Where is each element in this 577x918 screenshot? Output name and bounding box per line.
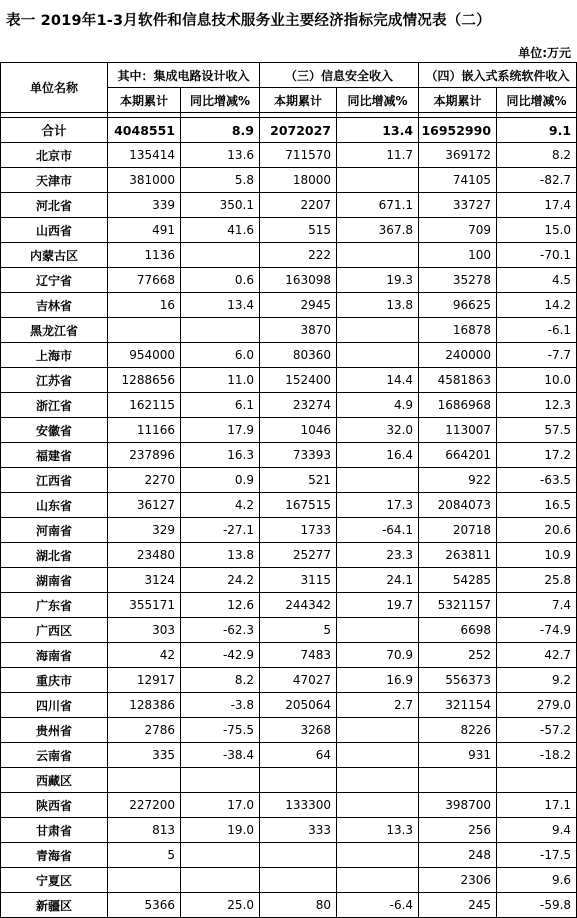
- table-row: [1, 768, 577, 793]
- embedded-cumulative: 556373: [419, 668, 497, 693]
- embedded-yoy: 42.7: [497, 643, 577, 668]
- embedded-yoy: -6.1: [497, 318, 577, 343]
- region-name: 黑龙江省: [1, 318, 108, 343]
- table-body: [1, 113, 577, 918]
- security-yoy: [337, 718, 419, 743]
- security-cumulative: 1733: [260, 518, 337, 543]
- security-yoy: 16.9: [337, 668, 419, 693]
- ic-design-cumulative: 329: [108, 518, 181, 543]
- embedded-yoy: 10.9: [497, 543, 577, 568]
- table-row: [1, 418, 577, 443]
- security-cumulative: 133300: [260, 793, 337, 818]
- ic-design-yoy: 0.6: [181, 268, 260, 293]
- security-cumulative: 5: [260, 618, 337, 643]
- security-cumulative: [260, 843, 337, 868]
- security-yoy: [337, 793, 419, 818]
- embedded-yoy: 16.5: [497, 493, 577, 518]
- table-row: [1, 693, 577, 718]
- ic-design-yoy: -62.3: [181, 618, 260, 643]
- region-name: 北京市: [1, 143, 108, 168]
- embedded-yoy: -63.5: [497, 468, 577, 493]
- region-name: 河南省: [1, 518, 108, 543]
- table-row: [1, 368, 577, 393]
- ic-design-yoy: [181, 868, 260, 893]
- embedded-yoy: 14.2: [497, 293, 577, 318]
- security-cumulative: 23274: [260, 393, 337, 418]
- embedded-cumulative: 74105: [419, 168, 497, 193]
- region-name: 重庆市: [1, 668, 108, 693]
- embedded-cumulative: [419, 768, 497, 793]
- security-yoy: 13.8: [337, 293, 419, 318]
- embedded-yoy: 17.4: [497, 193, 577, 218]
- embedded-cumulative: 709: [419, 218, 497, 243]
- statistics-table: [0, 62, 577, 918]
- region-name: 四川省: [1, 693, 108, 718]
- security-yoy: [337, 618, 419, 643]
- embedded-yoy: 9.1: [497, 118, 577, 143]
- header-embedded-software: （四）嵌入式系统软件收入: [419, 63, 577, 88]
- embedded-yoy: -74.9: [497, 618, 577, 643]
- embedded-cumulative: 263811: [419, 543, 497, 568]
- embedded-cumulative: 5321157: [419, 593, 497, 618]
- ic-design-yoy: [181, 843, 260, 868]
- embedded-yoy: 4.5: [497, 268, 577, 293]
- ic-design-cumulative: 813: [108, 818, 181, 843]
- security-cumulative: 244342: [260, 593, 337, 618]
- security-yoy: 13.3: [337, 818, 419, 843]
- ic-design-cumulative: 77668: [108, 268, 181, 293]
- embedded-cumulative: 54285: [419, 568, 497, 593]
- security-yoy: [337, 868, 419, 893]
- region-name: 福建省: [1, 443, 108, 468]
- region-name: 山西省: [1, 218, 108, 243]
- ic-design-yoy: 0.9: [181, 468, 260, 493]
- security-cumulative: 205064: [260, 693, 337, 718]
- table-row: [1, 718, 577, 743]
- region-name: 吉林省: [1, 293, 108, 318]
- embedded-yoy: 57.5: [497, 418, 577, 443]
- embedded-yoy: -17.5: [497, 843, 577, 868]
- security-yoy: [337, 243, 419, 268]
- ic-design-yoy: 13.8: [181, 543, 260, 568]
- embedded-cumulative: 240000: [419, 343, 497, 368]
- table-row: [1, 293, 577, 318]
- ic-design-yoy: 6.1: [181, 393, 260, 418]
- ic-design-yoy: 41.6: [181, 218, 260, 243]
- ic-design-cumulative: 4048551: [108, 118, 181, 143]
- security-cumulative: 515: [260, 218, 337, 243]
- embedded-yoy: -7.7: [497, 343, 577, 368]
- security-yoy: [337, 843, 419, 868]
- security-cumulative: 2072027: [260, 118, 337, 143]
- security-cumulative: 521: [260, 468, 337, 493]
- embedded-yoy: 25.8: [497, 568, 577, 593]
- embedded-cumulative: 8226: [419, 718, 497, 743]
- ic-design-cumulative: 3124: [108, 568, 181, 593]
- embedded-yoy: 7.4: [497, 593, 577, 618]
- subheader-yoy: 同比增减%: [497, 88, 577, 113]
- security-cumulative: 222: [260, 243, 337, 268]
- security-yoy: 2.7: [337, 693, 419, 718]
- security-yoy: [337, 343, 419, 368]
- embedded-yoy: 17.2: [497, 443, 577, 468]
- ic-design-cumulative: 135414: [108, 143, 181, 168]
- ic-design-yoy: 17.9: [181, 418, 260, 443]
- ic-design-yoy: -38.4: [181, 743, 260, 768]
- embedded-yoy: 15.0: [497, 218, 577, 243]
- security-cumulative: 73393: [260, 443, 337, 468]
- ic-design-yoy: 16.3: [181, 443, 260, 468]
- ic-design-cumulative: 16: [108, 293, 181, 318]
- embedded-cumulative: 248: [419, 843, 497, 868]
- embedded-cumulative: 4581863: [419, 368, 497, 393]
- region-name: 安徽省: [1, 418, 108, 443]
- region-name: 江西省: [1, 468, 108, 493]
- embedded-cumulative: 100: [419, 243, 497, 268]
- security-cumulative: 152400: [260, 368, 337, 393]
- embedded-yoy: 9.2: [497, 668, 577, 693]
- security-cumulative: 25277: [260, 543, 337, 568]
- security-yoy: 11.7: [337, 143, 419, 168]
- table-row: [1, 243, 577, 268]
- security-yoy: 14.4: [337, 368, 419, 393]
- embedded-cumulative: 20718: [419, 518, 497, 543]
- security-yoy: 19.3: [337, 268, 419, 293]
- subheader-yoy: 同比增减%: [181, 88, 260, 113]
- embedded-yoy: 9.4: [497, 818, 577, 843]
- ic-design-yoy: 8.9: [181, 118, 260, 143]
- ic-design-yoy: 350.1: [181, 193, 260, 218]
- security-yoy: [337, 468, 419, 493]
- ic-design-yoy: [181, 318, 260, 343]
- ic-design-cumulative: 237896: [108, 443, 181, 468]
- ic-design-cumulative: 11166: [108, 418, 181, 443]
- embedded-cumulative: 2306: [419, 868, 497, 893]
- ic-design-cumulative: 5366: [108, 893, 181, 918]
- table-row: [1, 493, 577, 518]
- embedded-yoy: -18.2: [497, 743, 577, 768]
- table-row: [1, 218, 577, 243]
- embedded-cumulative: 33727: [419, 193, 497, 218]
- ic-design-yoy: -27.1: [181, 518, 260, 543]
- table-row: [1, 618, 577, 643]
- embedded-yoy: 12.3: [497, 393, 577, 418]
- embedded-cumulative: 113007: [419, 418, 497, 443]
- region-name: 浙江省: [1, 393, 108, 418]
- region-name: 湖南省: [1, 568, 108, 593]
- table-row: [1, 543, 577, 568]
- ic-design-cumulative: 42: [108, 643, 181, 668]
- region-name: 山东省: [1, 493, 108, 518]
- security-cumulative: 2207: [260, 193, 337, 218]
- embedded-cumulative: 664201: [419, 443, 497, 468]
- ic-design-cumulative: 2270: [108, 468, 181, 493]
- table-row: [1, 818, 577, 843]
- security-yoy: 23.3: [337, 543, 419, 568]
- table-row: [1, 468, 577, 493]
- ic-design-yoy: 11.0: [181, 368, 260, 393]
- ic-design-yoy: 12.6: [181, 593, 260, 618]
- ic-design-yoy: 13.6: [181, 143, 260, 168]
- security-yoy: 13.4: [337, 118, 419, 143]
- embedded-yoy: 9.6: [497, 868, 577, 893]
- ic-design-cumulative: [108, 318, 181, 343]
- embedded-yoy: -59.8: [497, 893, 577, 918]
- embedded-yoy: -70.1: [497, 243, 577, 268]
- security-yoy: -64.1: [337, 518, 419, 543]
- security-cumulative: 2945: [260, 293, 337, 318]
- embedded-cumulative: 96625: [419, 293, 497, 318]
- table-row: [1, 743, 577, 768]
- ic-design-yoy: 4.2: [181, 493, 260, 518]
- region-name: 广西区: [1, 618, 108, 643]
- embedded-cumulative: 252: [419, 643, 497, 668]
- table-row: [1, 893, 577, 918]
- subheader-yoy: 同比增减%: [337, 88, 419, 113]
- ic-design-cumulative: 954000: [108, 343, 181, 368]
- embedded-cumulative: 369172: [419, 143, 497, 168]
- ic-design-cumulative: 355171: [108, 593, 181, 618]
- embedded-cumulative: 321154: [419, 693, 497, 718]
- security-cumulative: 80360: [260, 343, 337, 368]
- ic-design-yoy: 13.4: [181, 293, 260, 318]
- embedded-yoy: [497, 768, 577, 793]
- security-cumulative: 711570: [260, 143, 337, 168]
- region-name: 上海市: [1, 343, 108, 368]
- region-name: 云南省: [1, 743, 108, 768]
- embedded-yoy: -82.7: [497, 168, 577, 193]
- region-name: 湖北省: [1, 543, 108, 568]
- ic-design-cumulative: 227200: [108, 793, 181, 818]
- security-yoy: 19.7: [337, 593, 419, 618]
- ic-design-cumulative: 23480: [108, 543, 181, 568]
- ic-design-yoy: 17.0: [181, 793, 260, 818]
- ic-design-yoy: -42.9: [181, 643, 260, 668]
- table-row: [1, 143, 577, 168]
- security-yoy: 4.9: [337, 393, 419, 418]
- embedded-yoy: 8.2: [497, 143, 577, 168]
- security-yoy: 32.0: [337, 418, 419, 443]
- table-row: [1, 593, 577, 618]
- table-row: [1, 518, 577, 543]
- security-yoy: 16.4: [337, 443, 419, 468]
- table-row: [1, 193, 577, 218]
- table-title: 表一 2019年1-3月软件和信息技术服务业主要经济指标完成情况表（二）: [6, 13, 491, 29]
- ic-design-cumulative: 491: [108, 218, 181, 243]
- security-cumulative: 333: [260, 818, 337, 843]
- unit-label: 单位:万元: [518, 46, 571, 60]
- security-cumulative: 64: [260, 743, 337, 768]
- security-cumulative: 167515: [260, 493, 337, 518]
- embedded-yoy: 10.0: [497, 368, 577, 393]
- security-yoy: 70.9: [337, 643, 419, 668]
- table-row: [1, 443, 577, 468]
- security-cumulative: 1046: [260, 418, 337, 443]
- security-cumulative: 3870: [260, 318, 337, 343]
- region-name: 天津市: [1, 168, 108, 193]
- security-cumulative: 80: [260, 893, 337, 918]
- security-yoy: 367.8: [337, 218, 419, 243]
- security-cumulative: 47027: [260, 668, 337, 693]
- security-yoy: [337, 768, 419, 793]
- ic-design-cumulative: 12917: [108, 668, 181, 693]
- embedded-yoy: 17.1: [497, 793, 577, 818]
- region-name: 青海省: [1, 843, 108, 868]
- security-cumulative: 7483: [260, 643, 337, 668]
- ic-design-yoy: 6.0: [181, 343, 260, 368]
- ic-design-yoy: 24.2: [181, 568, 260, 593]
- region-name: 河北省: [1, 193, 108, 218]
- security-yoy: -6.4: [337, 893, 419, 918]
- embedded-cumulative: 2084073: [419, 493, 497, 518]
- embedded-cumulative: 256: [419, 818, 497, 843]
- security-yoy: [337, 318, 419, 343]
- subheader-cumulative: 本期累计: [260, 88, 337, 113]
- table-row: [1, 843, 577, 868]
- region-name: 合计: [1, 118, 108, 143]
- total-row: [1, 118, 577, 143]
- ic-design-cumulative: 162115: [108, 393, 181, 418]
- ic-design-cumulative: 335: [108, 743, 181, 768]
- table-row: [1, 668, 577, 693]
- embedded-yoy: 279.0: [497, 693, 577, 718]
- table-row: [1, 318, 577, 343]
- ic-design-yoy: -3.8: [181, 693, 260, 718]
- ic-design-cumulative: 36127: [108, 493, 181, 518]
- ic-design-cumulative: [108, 868, 181, 893]
- header-region: 单位名称: [1, 63, 108, 113]
- embedded-cumulative: 931: [419, 743, 497, 768]
- ic-design-cumulative: 2786: [108, 718, 181, 743]
- embedded-cumulative: 35278: [419, 268, 497, 293]
- security-yoy: [337, 743, 419, 768]
- embedded-cumulative: 1686968: [419, 393, 497, 418]
- table-row: [1, 643, 577, 668]
- subheader-cumulative: 本期累计: [419, 88, 497, 113]
- ic-design-yoy: -75.5: [181, 718, 260, 743]
- region-name: 新疆区: [1, 893, 108, 918]
- embedded-yoy: -57.2: [497, 718, 577, 743]
- security-cumulative: 163098: [260, 268, 337, 293]
- embedded-yoy: 20.6: [497, 518, 577, 543]
- security-cumulative: 18000: [260, 168, 337, 193]
- ic-design-yoy: 25.0: [181, 893, 260, 918]
- table-row: [1, 343, 577, 368]
- ic-design-yoy: [181, 243, 260, 268]
- table-row: [1, 168, 577, 193]
- ic-design-cumulative: 303: [108, 618, 181, 643]
- embedded-cumulative: 16952990: [419, 118, 497, 143]
- ic-design-yoy: [181, 768, 260, 793]
- table-row: [1, 793, 577, 818]
- ic-design-cumulative: [108, 768, 181, 793]
- security-cumulative: 3115: [260, 568, 337, 593]
- ic-design-yoy: 8.2: [181, 668, 260, 693]
- region-name: 广东省: [1, 593, 108, 618]
- security-yoy: [337, 168, 419, 193]
- embedded-cumulative: 6698: [419, 618, 497, 643]
- ic-design-cumulative: 339: [108, 193, 181, 218]
- header-ic-design: 其中：集成电路设计收入: [108, 63, 260, 88]
- ic-design-yoy: 5.8: [181, 168, 260, 193]
- security-cumulative: [260, 768, 337, 793]
- embedded-cumulative: 922: [419, 468, 497, 493]
- ic-design-cumulative: 5: [108, 843, 181, 868]
- header-info-security: （三）信息安全收入: [260, 63, 419, 88]
- ic-design-cumulative: 1136: [108, 243, 181, 268]
- security-yoy: 17.3: [337, 493, 419, 518]
- ic-design-cumulative: 1288656: [108, 368, 181, 393]
- region-name: 宁夏区: [1, 868, 108, 893]
- region-name: 陕西省: [1, 793, 108, 818]
- region-name: 江苏省: [1, 368, 108, 393]
- region-name: 内蒙古区: [1, 243, 108, 268]
- region-name: 海南省: [1, 643, 108, 668]
- table-row: [1, 268, 577, 293]
- table-row: [1, 393, 577, 418]
- region-name: 贵州省: [1, 718, 108, 743]
- region-name: 辽宁省: [1, 268, 108, 293]
- region-name: 西藏区: [1, 768, 108, 793]
- ic-design-yoy: 19.0: [181, 818, 260, 843]
- embedded-cumulative: 398700: [419, 793, 497, 818]
- ic-design-cumulative: 128386: [108, 693, 181, 718]
- ic-design-cumulative: 381000: [108, 168, 181, 193]
- security-yoy: 24.1: [337, 568, 419, 593]
- security-cumulative: 3268: [260, 718, 337, 743]
- subheader-cumulative: 本期累计: [108, 88, 181, 113]
- embedded-cumulative: 245: [419, 893, 497, 918]
- security-cumulative: [260, 868, 337, 893]
- region-name: 甘肃省: [1, 818, 108, 843]
- table-row: [1, 568, 577, 593]
- security-yoy: 671.1: [337, 193, 419, 218]
- embedded-cumulative: 16878: [419, 318, 497, 343]
- table-row: [1, 868, 577, 893]
